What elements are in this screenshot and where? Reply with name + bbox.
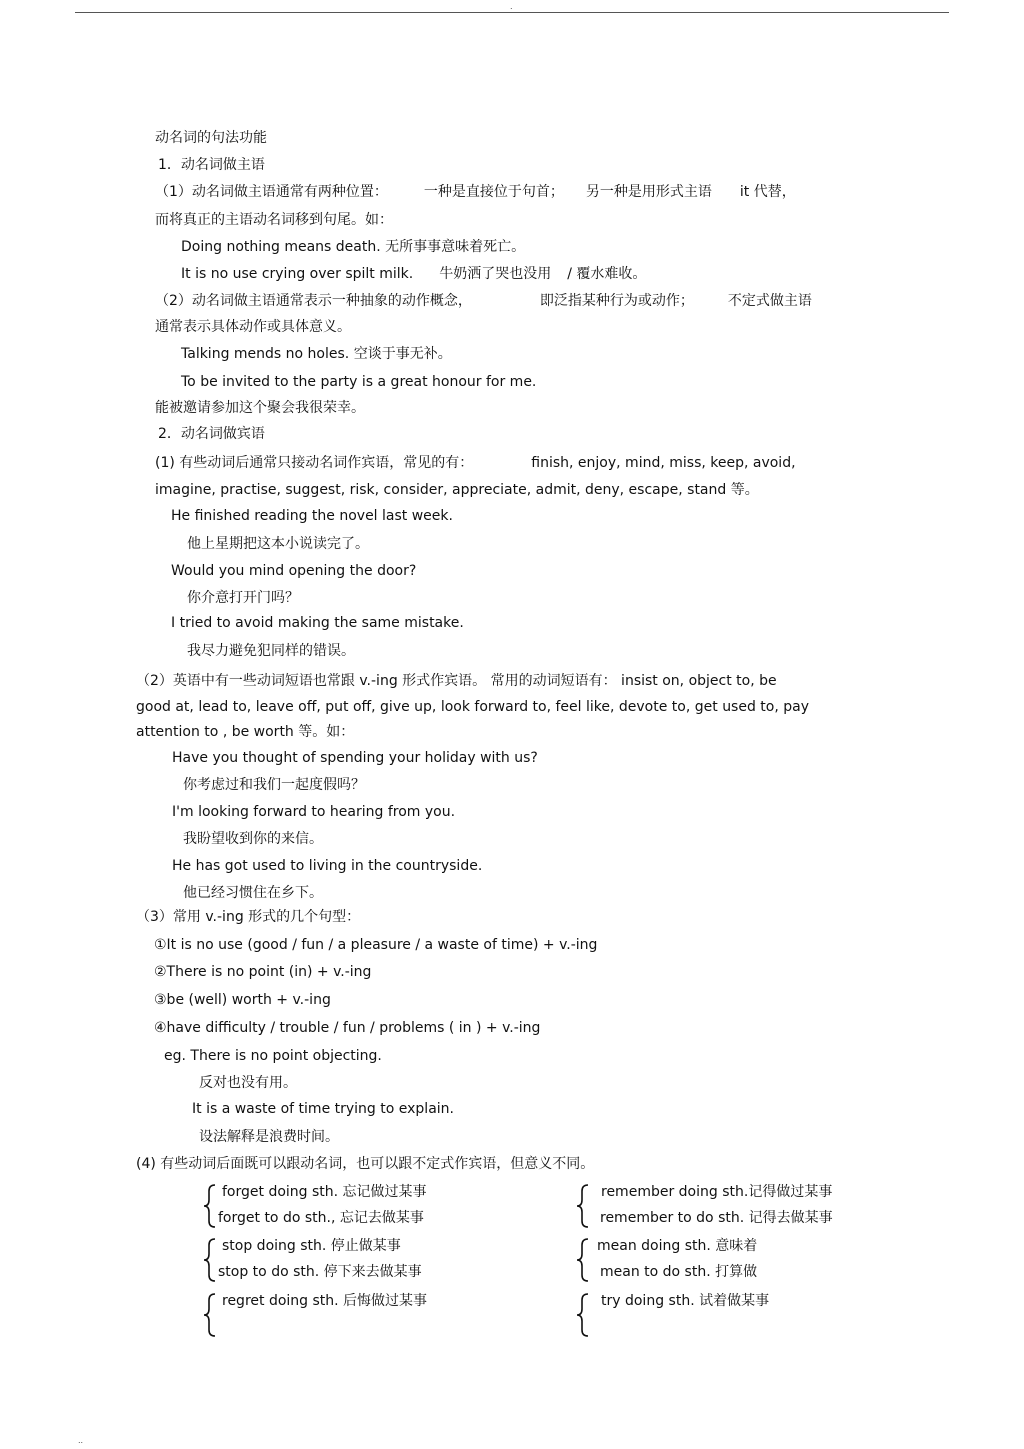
footer-mark: .. [78,1436,84,1445]
s2-example-3: I tried to avoid making the same mistake. [171,615,464,631]
pair-try [573,1291,873,1339]
s1-example-1: Doing nothing means death. 无所事事意味着死亡。 [181,239,526,255]
header-mark: . [510,2,513,11]
pattern-1: ①It is no use (good / fun / a pleasure / a waste of time) + v.-ing [154,937,598,953]
eg-example-2-translation: 设法解释是浪费时间。 [199,1129,339,1145]
s1-p2-b: 即泛指某种行为或动作； [539,293,694,309]
mean-doing: mean doing sth. 意味着 [597,1238,758,1254]
s2-example-6-translation: 他已经习惯住在乡下。 [183,885,323,901]
s1-p2-a: （2）动名词做主语通常表示一种抽象的动作概念， [155,293,472,309]
s2-para3: （3）常用 v.-ing 形式的几个句型： [136,909,361,925]
pair-stop [200,1236,500,1284]
remember-to-do: remember to do sth. 记得去做某事 [600,1210,833,1226]
pair-mean [573,1236,873,1284]
s2-para2-line2: good at, lead to, leave off, put off, give up, look forward to, feel like, devote to, get used to, pay [136,699,810,715]
s1-para1-line2: 而将真正的主语动名词移到句尾。如： [155,212,393,228]
s2-example-2: Would you mind opening the door? [171,563,417,579]
s1-para2-line1 [155,291,812,311]
s1-p1-a: （1）动名词做主语通常有两种位置： [155,184,388,200]
curly-brace-icon [200,1236,216,1284]
s2-p1-a: (1) 有些动词后通常只接动名词作宾语，常见的有： [155,455,474,471]
s2-para2-line1: （2）英语中有一些动词短语也常跟 v.-ing 形式作宾语。 常用的动词短语有： insist on, object to, be [136,673,777,689]
page-title: 动名词的句法功能 [155,130,267,146]
s2-para4: (4) 有些动词后面既可以跟动名词，也可以跟不定式作宾语，但意义不同。 [136,1156,595,1172]
s1-ex2-tail: / 覆水难收。 [567,266,647,282]
s2-example-4-translation: 你考虑过和我们一起度假吗？ [183,777,365,793]
curly-brace-icon [200,1291,216,1339]
s1-ex2-cn: 牛奶洒了哭也没用 [439,266,552,282]
pair-regret [200,1291,500,1339]
s2-para1-line2: imagine, practise, suggest, risk, consider, appreciate, admit, deny, escape, stand 等。 [155,482,759,498]
pattern-4: ④have difficulty / trouble / fun / problems ( in ) + v.-ing [154,1020,541,1036]
s2-example-4: Have you thought of spending your holiday with us? [172,750,538,766]
pattern-2: ②There is no point (in) + v.-ing [154,964,372,980]
pair-forget [200,1182,500,1230]
stop-doing: stop doing sth. 停止做某事 [222,1238,401,1254]
curly-brace-icon [573,1291,589,1339]
s1-example-4: To be invited to the party is a great honour for me. [181,374,537,390]
forget-doing: forget doing sth. 忘记做过某事 [222,1184,427,1200]
s2-example-5: I'm looking forward to hearing from you. [172,804,456,820]
s1-example-2 [181,264,646,284]
pair-remember [573,1182,873,1230]
s2-para2-line3: attention to , be worth 等。如： [136,724,355,740]
eg-example-1: eg. There is no point objecting. [164,1048,382,1064]
stop-to-do: stop to do sth. 停下来去做某事 [218,1264,422,1280]
eg-example-1-translation: 反对也没有用。 [199,1075,297,1091]
s2-example-3-translation: 我尽力避免犯同样的错误。 [187,643,355,659]
header-rule [75,12,949,13]
s2-example-5-translation: 我盼望收到你的来信。 [183,831,323,847]
s1-example-3: Talking mends no holes. 空谈于事无补。 [181,346,452,362]
curly-brace-icon [200,1182,216,1230]
s1-example-4-translation: 能被邀请参加这个聚会我很荣幸。 [155,400,365,416]
s2-example-2-translation: 你介意打开门吗？ [187,590,299,606]
pattern-3: ③be (well) worth + v.-ing [154,992,331,1008]
s1-p1-d: it 代替， [739,184,796,200]
curly-brace-icon [573,1182,589,1230]
s2-p1-b: finish, enjoy, mind, miss, keep, avoid, [531,455,796,471]
s1-para1-line1 [155,182,796,202]
forget-to-do: forget to do sth., 忘记去做某事 [218,1210,424,1226]
regret-doing: regret doing sth. 后悔做过某事 [222,1293,428,1309]
curly-brace-icon [573,1236,589,1284]
section-2-heading: 2．动名词做宾语 [158,426,265,442]
section-1-heading: 1．动名词做主语 [158,157,265,173]
s1-p2-c: 不定式做主语 [727,293,812,309]
try-doing: try doing sth. 试着做某事 [601,1293,770,1309]
s1-para2-line2: 通常表示具体动作或具体意义。 [155,319,351,335]
s2-para1-line1 [155,453,796,473]
eg-example-2: It is a waste of time trying to explain. [192,1101,454,1117]
remember-doing: remember doing sth.记得做过某事 [601,1184,833,1200]
s2-example-1: He finished reading the novel last week. [171,508,453,524]
s2-example-1-translation: 他上星期把这本小说读完了。 [187,536,369,552]
s2-example-6: He has got used to living in the countryside. [172,858,483,874]
s1-ex2-en: It is no use crying over spilt milk. [181,266,414,282]
s1-p1-c: 另一种是用形式主语 [585,184,712,200]
mean-to-do: mean to do sth. 打算做 [600,1264,758,1280]
s1-p1-b: 一种是直接位于句首； [423,184,564,200]
